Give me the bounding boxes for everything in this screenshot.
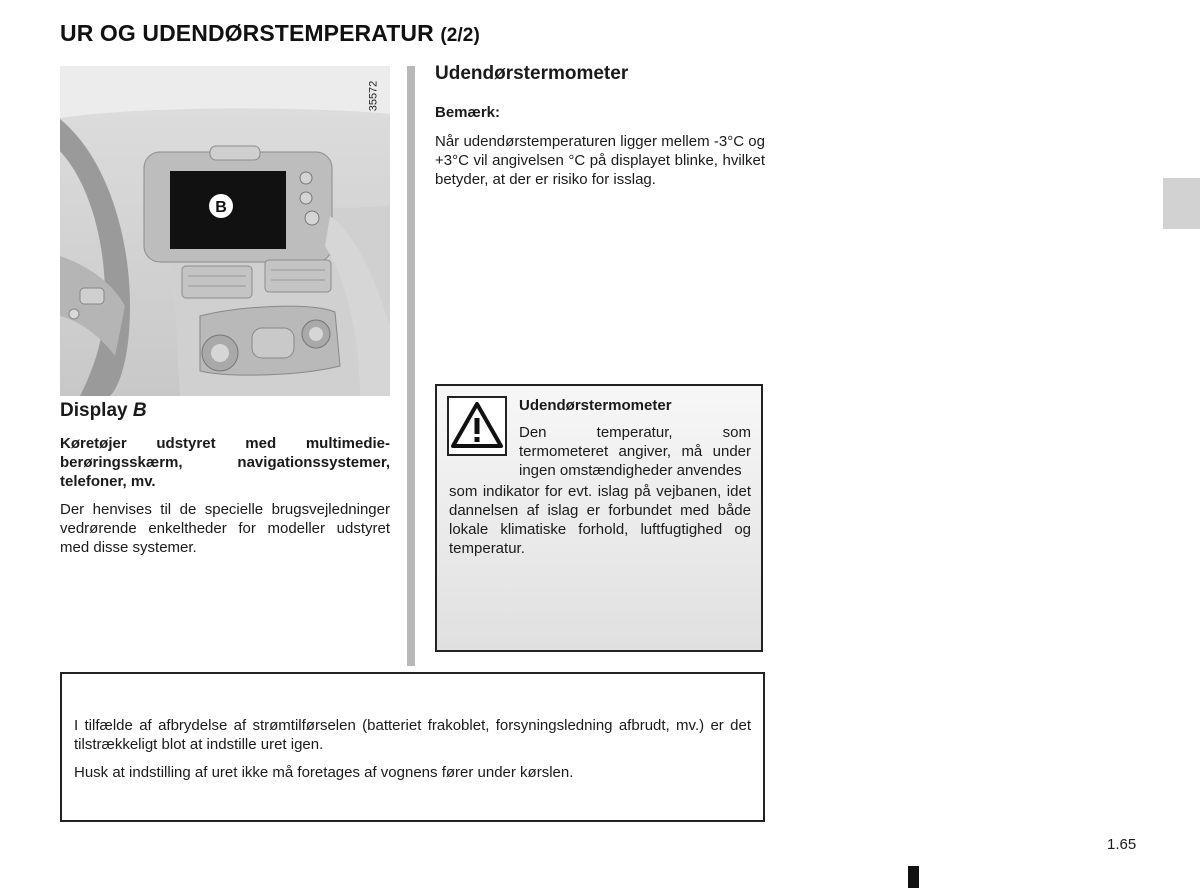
display-heading-letter: B <box>132 400 147 421</box>
manual-reference-text: Der henvises til de specielle brugsvejledninger vedrørende enkeltheder for modeller udstyret med disse systemer. <box>60 501 390 556</box>
thermometer-heading: Udendørstermometer <box>435 63 629 84</box>
vehicle-equipment-note: Køretøjer udstyret med multimedie-berøringsskærm, navigationssystemer, telefoner, mv. <box>60 435 390 490</box>
page-number: 1.65 <box>1107 836 1137 853</box>
dashboard-illustration <box>60 66 390 396</box>
clock-info-box <box>60 672 765 822</box>
figure-code <box>366 80 388 116</box>
display-marker-b: B <box>215 199 227 216</box>
warning-box <box>435 384 763 652</box>
page-title-main: UR OG UDENDØRSTEMPERATUR <box>60 20 434 46</box>
bottom-edge-mark <box>908 866 919 888</box>
page-title <box>60 20 480 47</box>
warning-text-intro: Den temperatur, som termometeret angiver, må under ingen omstændigheder anvendes <box>519 424 751 479</box>
display-heading-prefix: Display <box>60 400 133 421</box>
note-text: Når udendørstemperaturen ligger mellem -3°C og +3°C vil angivelsen °C på displayet blinke, hvilket betyder, at der er risiko for isslag. <box>435 133 765 188</box>
note-label: Bemærk: <box>435 104 501 121</box>
info-paragraph-driver: Husk at indstilling af uret ikke må foretages af vognens fører under kørslen. <box>74 764 574 781</box>
display-heading <box>60 400 147 422</box>
column-divider <box>407 66 415 666</box>
info-paragraph-reset: I tilfælde af afbrydelse af strømtilførselen (batteriet frakoblet, forsyningsledning afbrudt, mv.) er det tilstrækkeligt blot at indstille uret igen. <box>74 717 751 753</box>
warning-text-continued: som indikator for evt. islag på vejbanen, idet dannelsen af islag er forbundet med både lokale klimatiske forhold, luftfugtighed og temperatur. <box>449 483 751 557</box>
figure-code-text: 35572 <box>367 80 380 112</box>
warning-triangle-icon <box>447 396 507 456</box>
page-title-part: (2/2) <box>440 25 480 46</box>
warning-title: Udendørstermometer <box>519 397 672 414</box>
section-tab <box>1163 178 1200 229</box>
dashboard-drawing <box>60 66 390 396</box>
